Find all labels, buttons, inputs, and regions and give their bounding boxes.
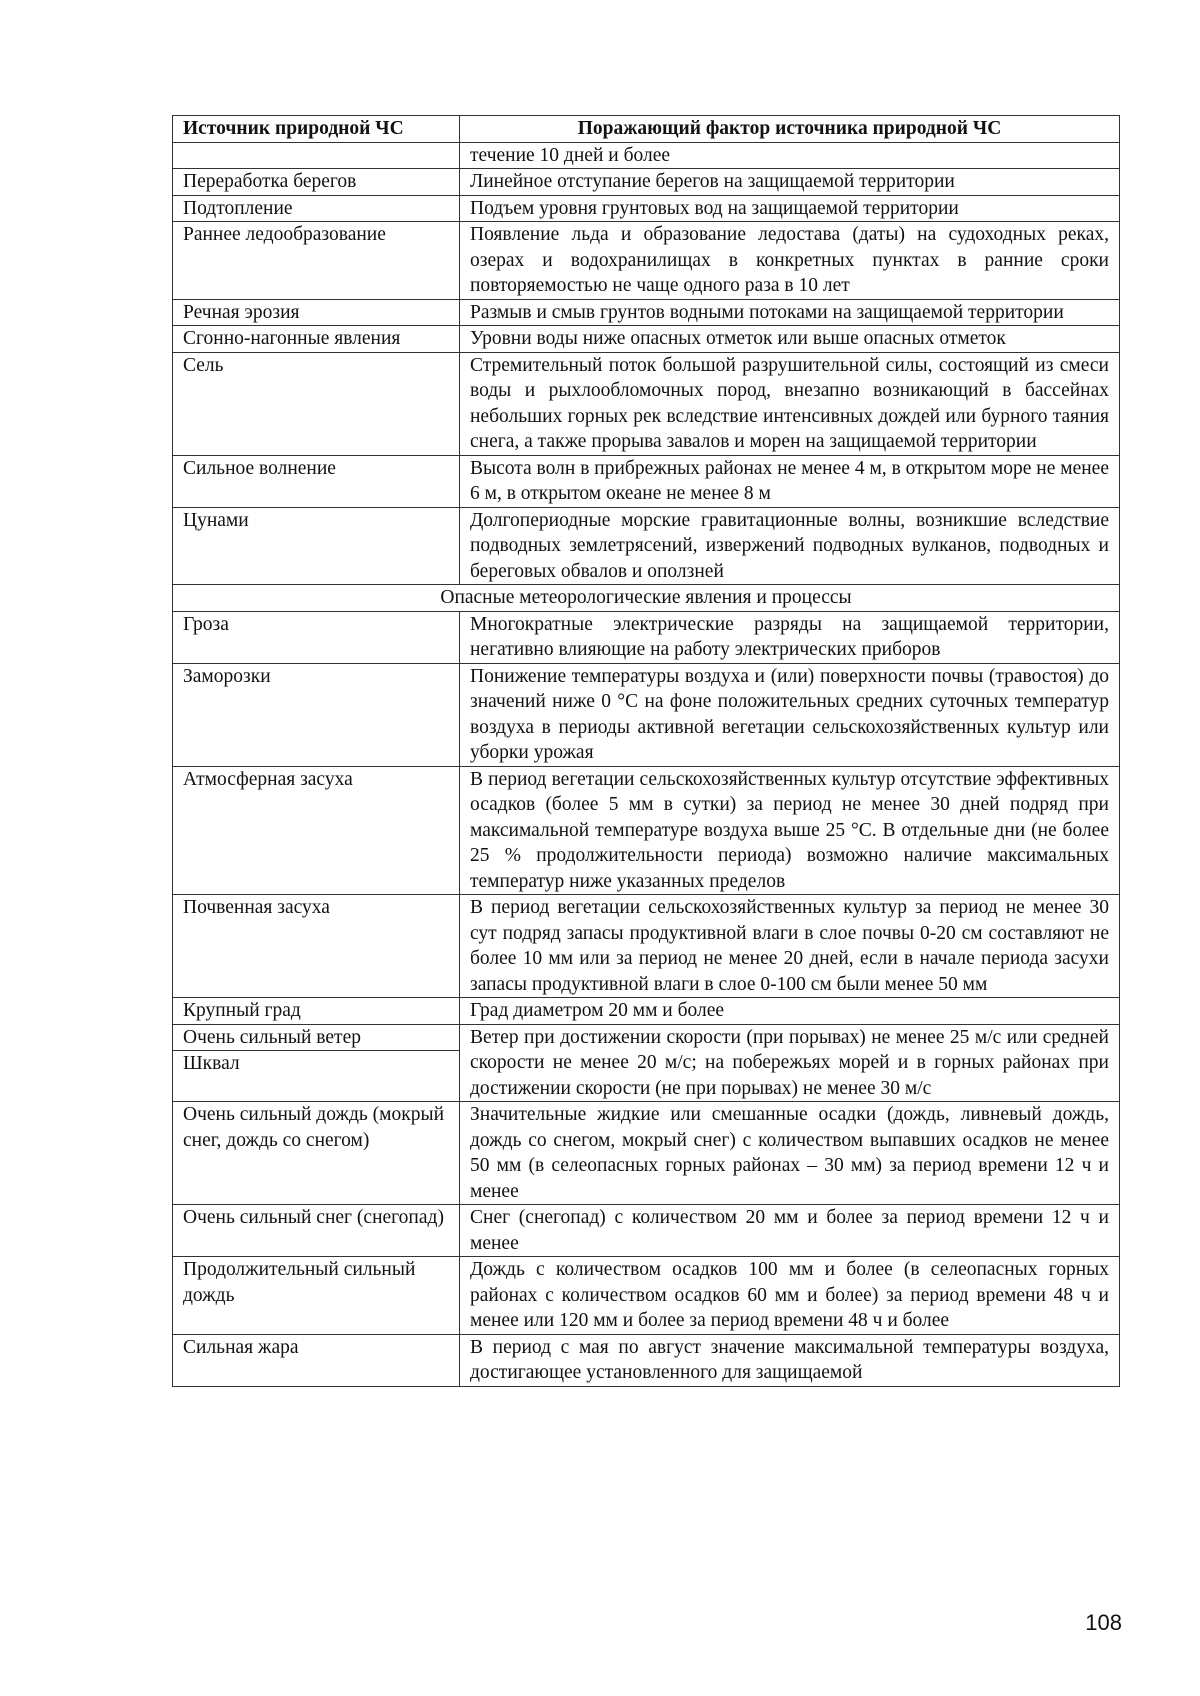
factor-cell: В период вегетации сельскохозяйственных культур отсутствие эффективных осадков (более 5 мм в сутки) за период не менее 30 дней подряд при максимальной температуре воздуха выше 25 °С. В отдельные дни (не более 25 % продолжительности периода) возможно наличие максимальных температур ниже указанных пределов	[460, 766, 1120, 895]
table-row	[173, 1257, 1120, 1335]
section-title: Опасные метеорологические явления и процессы	[173, 585, 1120, 612]
header-factor: Поражающий фактор источника природной ЧС	[460, 116, 1120, 143]
factor-cell: Уровни воды ниже опасных отметок или выше опасных отметок	[460, 326, 1120, 353]
table-row	[173, 326, 1120, 353]
section-row	[173, 585, 1120, 612]
source-cell: Раннее ледообразование	[173, 222, 460, 300]
factor-cell: Появление льда и образование ледостава (даты) на судоходных реках, озерах и водохранилищах в конкретных пунктах в ранние сроки повторяемостью не чаще одного раза в 10 лет	[460, 222, 1120, 300]
source-cell: Сель	[173, 352, 460, 455]
factor-cell: Дождь с количеством осадков 100 мм и более (в селеопасных горных районах с количеством осадков 60 мм и более) за период времени 48 ч и менее или 120 мм и более за период времени 48 ч и более	[460, 1257, 1120, 1335]
source-cell	[173, 142, 460, 169]
table-row	[173, 998, 1120, 1025]
factor-cell: Ветер при достижении скорости (при порывах) не менее 25 м/с или средней скорости не менее 20 м/с; на побережьях морей и в горных районах при достижении скорости (не при порывах) не менее 30 м/с	[460, 1024, 1120, 1102]
factor-cell: Значительные жидкие или смешанные осадки (дождь, ливневый дождь, дождь со снегом, мокрый снег) с количеством выпавших осадков не менее 50 мм (в селеопасных горных районах – 30 мм) за период времени 12 ч и менее	[460, 1102, 1120, 1205]
factor-cell: Размыв и смыв грунтов водными потоками на защищаемой территории	[460, 299, 1120, 326]
table-row	[173, 1205, 1120, 1257]
factor-cell: течение 10 дней и более	[460, 142, 1120, 169]
source-cell: Сгонно-нагонные явления	[173, 326, 460, 353]
factor-cell: Град диаметром 20 мм и более	[460, 998, 1120, 1025]
table-row	[173, 169, 1120, 196]
source-squall: Шквал	[173, 1050, 459, 1077]
source-wind: Очень сильный ветер	[183, 1026, 361, 1048]
source-cell: Сильное волнение	[173, 455, 460, 507]
source-cell: Атмосферная засуха	[173, 766, 460, 895]
header-source: Источник природной ЧС	[173, 116, 460, 143]
source-cell: Очень сильный дождь (мокрый снег, дождь со снегом)	[173, 1102, 460, 1205]
source-cell: Подтопление	[173, 195, 460, 222]
source-cell: Почвенная засуха	[173, 895, 460, 998]
table-row	[173, 299, 1120, 326]
table-row	[173, 195, 1120, 222]
table-row	[173, 611, 1120, 663]
table-row	[173, 352, 1120, 455]
source-cell: Переработка берегов	[173, 169, 460, 196]
table-row	[173, 895, 1120, 998]
factor-cell: Подъем уровня грунтовых вод на защищаемой территории	[460, 195, 1120, 222]
hazards-table	[172, 115, 1120, 1387]
table-row	[173, 766, 1120, 895]
page-number: 108	[1085, 1610, 1122, 1635]
table-row	[173, 1102, 1120, 1205]
source-cell: Очень сильный снег (снегопад)	[173, 1205, 460, 1257]
table-row	[173, 1334, 1120, 1386]
factor-cell: Снег (снегопад) с количеством 20 мм и более за период времени 12 ч и менее	[460, 1205, 1120, 1257]
factor-cell: В период вегетации сельскохозяйственных культур за период не менее 30 сут подряд запасы продуктивной влаги в слое почвы 0-20 см составляют не более 10 мм или за период не менее 20 дней, если в начале периода засухи запасы продуктивной влаги в слое 0-100 см были менее 50 мм	[460, 895, 1120, 998]
table-row	[173, 507, 1120, 585]
table-header-row	[173, 116, 1120, 143]
table-row-wind	[173, 1024, 1120, 1102]
source-cell: Заморозки	[173, 663, 460, 766]
source-cell: Цунами	[173, 507, 460, 585]
factor-cell: Многократные электрические разряды на защищаемой территории, негативно влияющие на работу электрических приборов	[460, 611, 1120, 663]
source-cell: Гроза	[173, 611, 460, 663]
source-cell: Речная эрозия	[173, 299, 460, 326]
source-cell: Продолжительный сильный дождь	[173, 1257, 460, 1335]
table-row	[173, 663, 1120, 766]
table-row	[173, 455, 1120, 507]
factor-cell: В период с мая по август значение максимальной температуры воздуха, достигающее установленного для защищаемой	[460, 1334, 1120, 1386]
source-cell-split	[173, 1024, 460, 1102]
factor-cell: Долгопериодные морские гравитационные волны, возникшие вследствие подводных землетрясений, извержений подводных вулканов, подводных и береговых обвалов и оползней	[460, 507, 1120, 585]
table-row	[173, 222, 1120, 300]
source-cell: Сильная жара	[173, 1334, 460, 1386]
factor-cell: Стремительный поток большой разрушительной силы, состоящий из смеси воды и рыхлообломочных пород, внезапно возникающий в бассейнах небольших горных рек вследствие интенсивных дождей или бурного таяния снега, а также прорыва завалов и морен на защищаемой территории	[460, 352, 1120, 455]
table-row	[173, 142, 1120, 169]
source-cell: Крупный град	[173, 998, 460, 1025]
factor-cell: Высота волн в прибрежных районах не менее 4 м, в открытом море не менее 6 м, в открытом океане не менее 8 м	[460, 455, 1120, 507]
factor-cell: Линейное отступание берегов на защищаемой территории	[460, 169, 1120, 196]
factor-cell: Понижение температуры воздуха и (или) поверхности почвы (травостоя) до значений ниже 0 °С на фоне положительных средних суточных температур воздуха в периоды активной вегетации сельскохозяйственных культур или уборки урожая	[460, 663, 1120, 766]
